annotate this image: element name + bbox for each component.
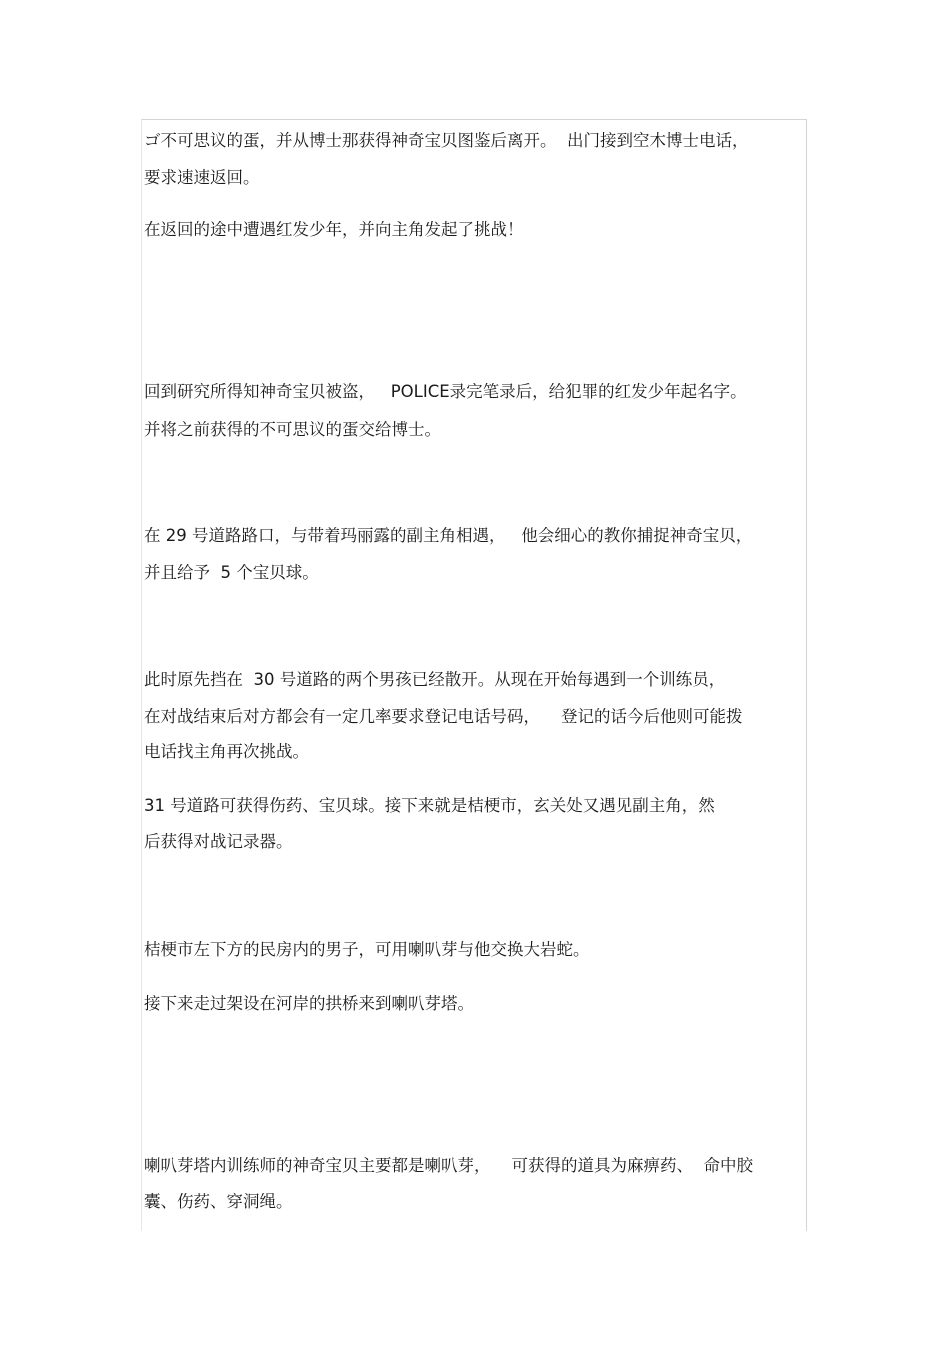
paragraph-9-line-2: 囊、伤药、穿洞绳。 bbox=[144, 1192, 293, 1211]
paragraph-3-line-2: 并将之前获得的不可思议的蛋交给博士。 bbox=[144, 420, 441, 439]
paragraph-6-line-1: 31 号道路可获得伤药、宝贝球。接下来就是桔梗市，玄关处又遇见副主角，然 bbox=[144, 796, 715, 815]
paragraph-8-line-1: 接下来走过架设在河岸的拱桥来到喇叭芽塔。 bbox=[144, 994, 474, 1013]
paragraph-1-line-2: 要求速速返回。 bbox=[144, 168, 260, 187]
paragraph-1-line-1: ゴ不可思议的蛋，并从博士那获得神奇宝贝图鉴后离开。 出门接到空木博士电话， bbox=[144, 131, 749, 150]
paragraph-6-line-2: 后获得对战记录器。 bbox=[144, 832, 293, 851]
paragraph-7-line-1: 桔梗市左下方的民房内的男子，可用喇叭芽与他交换大岩蛇。 bbox=[144, 940, 590, 959]
paragraph-4-line-1: 在 29 号道路路口，与带着玛丽露的副主角相遇， 他会细心的教你捕捉神奇宝贝， bbox=[144, 526, 753, 545]
paragraph-5-line-3: 电话找主角再次挑战。 bbox=[144, 742, 309, 761]
paragraph-4-line-2: 并且给予 5 个宝贝球。 bbox=[144, 563, 319, 582]
paragraph-5-line-1: 此时原先挡在 30 号道路的两个男孩已经散开。从现在开始每遇到一个训练员， bbox=[144, 670, 726, 689]
paragraph-5-line-2: 在对战结束后对方都会有一定几率要求登记电话号码， 登记的话今后他则可能拨 bbox=[144, 707, 743, 726]
paragraph-9-line-1: 喇叭芽塔内训练师的神奇宝贝主要都是喇叭芽， 可获得的道具为麻痹药、 命中胶 bbox=[144, 1156, 753, 1175]
paragraph-3-line-1: 回到研究所得知神奇宝贝被盗， POLICE录完笔录后，给犯罪的红发少年起名字。 bbox=[144, 382, 747, 401]
paragraph-2-line-1: 在返回的途中遭遇红发少年，并向主角发起了挑战！ bbox=[144, 220, 524, 239]
